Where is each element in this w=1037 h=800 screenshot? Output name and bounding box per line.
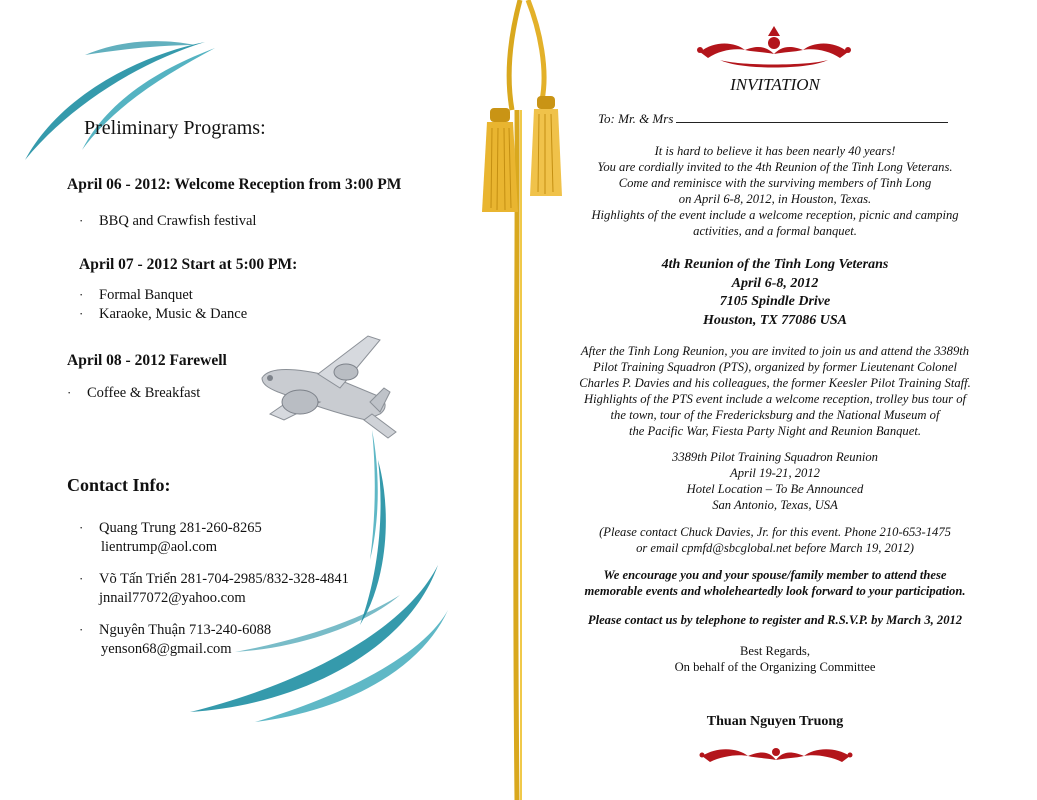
contact-email: jnnail77072@yahoo.com xyxy=(99,590,246,606)
airplane-illustration xyxy=(262,336,396,438)
closing-regards: Best Regards, On behalf of the Organizing Committee xyxy=(674,644,876,674)
encouragement-note: We encourage you and your spouse/family member to attend these memorable events and wholeheartedly look forward to your participation. xyxy=(584,568,966,598)
addressee-blank xyxy=(676,110,948,123)
contact-entry: · Quang Trung 281-260-8265 lientrump@aol.com xyxy=(79,520,262,555)
day-2-item: · Karaoke, Music & Dance xyxy=(79,306,248,322)
gold-rope-with-tassels xyxy=(482,0,562,800)
intro-paragraph: It is hard to believe it has been nearly 40 years! You are cordially invited to the 4th Reunion of the Tinh Long Veterans. Come and reminisce with the surviving members of Tinh Long on April 6-8, 2012, in Houston, Texas. Highlights of the event include a welcome reception, picnic and camping activities, and a formal banquet. xyxy=(591,144,959,238)
day-2-heading: April 07 - 2012 Start at 5:00 PM: xyxy=(79,256,298,273)
contact-info-title: Contact Info: xyxy=(67,475,171,495)
contact-name-phone: Quang Trung 281-260-8265 xyxy=(99,520,262,536)
contact-entry: · Nguyên Thuận 713-240-6088 yenson68@gmail.com xyxy=(79,622,272,657)
addressee-line xyxy=(598,110,948,127)
pts-contact-note: (Please contact Chuck Davies, Jr. for this event. Phone 210-653-1475 or email cpmfd@sbcglobal.net before March 19, 2012) xyxy=(599,525,951,555)
day-1-item: · BBQ and Crawfish festival xyxy=(79,213,257,229)
contact-email: yenson68@gmail.com xyxy=(101,641,232,657)
signature-name: Thuan Nguyen Truong xyxy=(706,714,844,729)
rsvp-note: Please contact us by telephone to register and R.S.V.P. by March 3, 2012 xyxy=(587,613,963,627)
day-2-item: · Formal Banquet xyxy=(79,287,193,303)
contact-name-phone: Nguyên Thuận 713-240-6088 xyxy=(99,622,272,638)
day-3-heading: April 08 - 2012 Farewell xyxy=(67,352,227,369)
tinh-long-event-details: 4th Reunion of the Tinh Long Veterans April 6-8, 2012 7105 Spindle Drive Houston, TX 77086 USA xyxy=(661,257,889,328)
ornament-bottom xyxy=(700,748,853,762)
contact-name-phone: Võ Tấn Triển 281-704-2985/832-328-4841 xyxy=(99,571,349,587)
invitation-title: INVITATION xyxy=(730,75,820,94)
contact-email: lientrump@aol.com xyxy=(101,539,218,555)
to-label: To: Mr. & Mrs xyxy=(598,111,674,126)
preliminary-programs-title: Preliminary Programs: xyxy=(84,117,266,139)
pts-paragraph: After the Tinh Long Reunion, you are invited to join us and attend the 3389th Pilot Training Squadron (PTS), organized by former Lieutenant Colonel Charles P. Davies and his colleagues, the former Keesler Pilot Training Staff. Highlights of the PTS event include a welcome reception, trolley bus tour of the town, tour of the Fredericksburg and the National Museum of the Pacific War, Fiesta Party Night and Reunion Banquet. xyxy=(579,344,971,438)
swoosh-middle xyxy=(360,430,386,625)
swoosh-top-left xyxy=(25,41,215,160)
day-3-item: · Coffee & Breakfast xyxy=(67,385,201,401)
ornament-top xyxy=(697,26,851,68)
day-1-heading: April 06 - 2012: Welcome Reception from 3:00 PM xyxy=(67,176,402,193)
pts-event-details: 3389th Pilot Training Squadron Reunion April 19-21, 2012 Hotel Location – To Be Announced San Antonio, Texas, USA xyxy=(672,450,878,512)
contact-entry: · Võ Tấn Triển 281-704-2985/832-328-4841 jnnail77072@yahoo.com xyxy=(79,571,349,606)
